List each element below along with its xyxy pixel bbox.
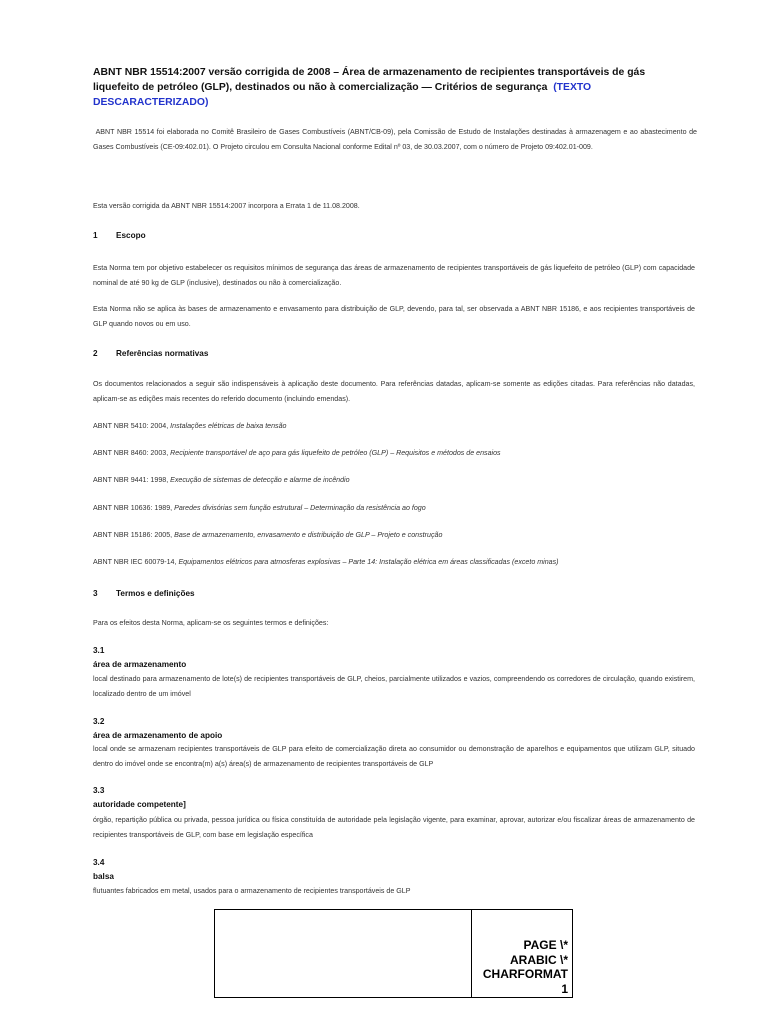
reference-code: ABNT NBR 5410: 2004, [93,422,171,430]
section-1-number: 1 [93,231,98,240]
reference-item [93,556,713,568]
term-name: área de armazenamento de apoio [93,731,223,740]
intro-paragraph-2: Esta versão corrigida da ABNT NBR 15514:2007 incorpora a Errata 1 de 11.08.2008. [93,202,360,210]
reference-item [93,447,713,459]
term-number: 3.2 [93,717,105,726]
term-definition: local destinado para armazenamento de lote(s) de recipientes transportáveis de GLP, cheios, parcialmente utilizados e vazios, compreendendo os corredores de circulação, quando existirem, localizado dentro de um imóvel [93,675,695,698]
reference-title: Paredes divisórias sem função estrutural – Determinação da resistência ao fogo [174,504,426,512]
reference-title: Recipiente transportável de aço para gás liquefeito de petróleo (GLP) – Requisitos e métodos de ensaios [170,449,501,457]
section-3-title: Termos e definições [116,589,195,598]
section-1-title: Escopo [116,231,146,240]
reference-item [93,502,713,514]
reference-item [93,474,713,486]
page-field-line-3: CHARFORMAT [482,967,568,981]
term-number: 3.4 [93,858,105,867]
document-title [93,65,693,110]
term-number: 3.1 [93,646,105,655]
reference-code: ABNT NBR 15186: 2005, [93,531,175,539]
reference-code: ABNT NBR 9441: 1998, [93,476,171,484]
reference-item [93,420,713,432]
section-1-paragraph-2: Esta Norma não se aplica às bases de armazenamento e envasamento para distribuição de GLP, devendo, para tal, ser observada a ABNT NBR 15186, e aos recipientes transportáveis de GLP quando novos ou em uso. [93,305,695,328]
section-3-paragraph-1: Para os efeitos desta Norma, aplicam-se os seguintes termos e definições: [93,619,329,627]
section-2-paragraph-1: Os documentos relacionados a seguir são indispensáveis à aplicação deste documento. Para referências datadas, aplicam-se somente as edições citadas. Para referências não datadas, aplicam-se as edições mais recentes do referido documento (incluindo emendas). [93,380,695,403]
reference-title: Execução de sistemas de detecção e alarme de incêndio [170,476,350,484]
section-2-heading [93,348,208,360]
title-main: ABNT NBR 15514:2007 versão corrigida de 2008 – Área de armazenamento de recipientes transportáveis de gás liquefeito de petróleo (GLP), destinados ou não à comercialização — Critérios de segurança [93,67,646,93]
term-definition: flutuantes fabricados em metal, usados para o armazenamento de recipientes transportáveis de GLP [93,887,411,895]
reference-code: ABNT NBR 10636: 1989, [93,504,175,512]
title-highlight: (TEXTO DESCARACTERIZADO) [93,82,592,108]
reference-code: ABNT NBR IEC 60079-14, [93,558,179,566]
intro-paragraph-1 [93,125,697,155]
page-field-line-4: 1 [561,981,568,996]
term-definition: local onde se armazenam recipientes transportáveis de GLP para efeito de comercialização direta ao consumidor ou demonstração de aparelhos e equipamentos que utilizam GLP, situado dentro do imóvel onde se encontra(m) a(s) área(s) de armazenamento de recipientes transportáveis de GLP [93,745,695,768]
page-field-line-1: PAGE \* [523,938,568,952]
term-definition: órgão, repartição pública ou privada, pessoa jurídica ou física constituída de autoridade pela legislação vigente, para examinar, aprovar, autorizar e/ou fiscalizar áreas de armazenamento de recipientes transportáveis de GLP, com base em legislação específica [93,816,695,839]
intro-text-1: ABNT NBR 15514 foi elaborada no Comitê Brasileiro de Gases Combustíveis (ABNT/CB-09), pela Comissão de Estudo de Instalações destinadas à armazenagem e ao abastecimento de Gases Combustíveis (CE-09:402.01). O Projeto circulou em Consulta Nacional conforme Edital nº 03, de 30.03.2007, com o número de Projeto 09:402.01-009. [93,128,697,151]
reference-title: Instalações elétricas de baixa tensão [170,422,287,430]
page-number-field [468,938,568,996]
page-footer-box [214,909,573,998]
section-2-number: 2 [93,349,98,358]
term-number: 3.3 [93,786,105,795]
reference-item [93,529,713,541]
section-3-number: 3 [93,589,98,598]
page-field-line-2: ARABIC \* [509,952,568,967]
term-name: balsa [93,872,114,881]
section-2-title: Referências normativas [116,349,209,358]
section-1-heading [93,230,146,242]
reference-title: Base de armazenamento, envasamento e distribuição de GLP – Projeto e construção [174,531,443,539]
reference-code: ABNT NBR 8460: 2003, [93,449,171,457]
term-name: área de armazenamento [93,660,187,669]
term-name: autoridade competente] [93,800,186,809]
section-1-paragraph-1: Esta Norma tem por objetivo estabelecer os requisitos mínimos de segurança das áreas de armazenamento de recipientes transportáveis de gás liquefeito de petróleo (GLP) com capacidade nominal de até 90 kg de GLP (inclusive), destinados ou não à comercialização. [93,264,695,287]
section-3-heading [93,588,195,600]
reference-title: Equipamentos elétricos para atmosferas explosivas – Parte 14: Instalação elétrica em áreas classificadas (exceto minas) [178,558,559,566]
